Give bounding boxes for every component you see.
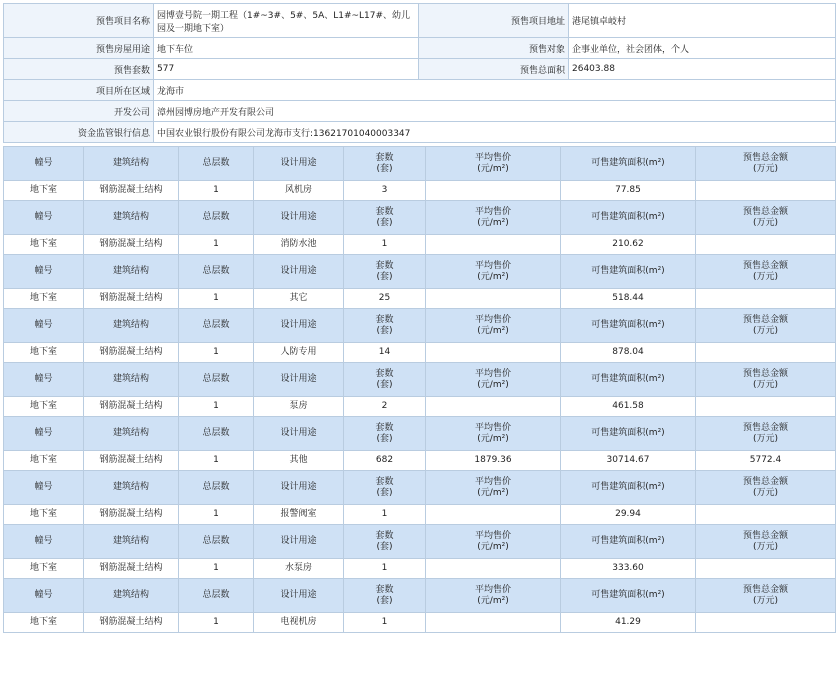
cell-structure: 钢筋混凝土结构 bbox=[84, 235, 179, 255]
header-amount-line2: (万元) bbox=[752, 595, 779, 606]
header-purpose: 设计用途 bbox=[254, 363, 344, 397]
header-price bbox=[426, 201, 561, 235]
header-area: 可售建筑面积(m²) bbox=[561, 147, 696, 181]
cell-floors: 1 bbox=[179, 235, 254, 255]
header-structure: 建筑结构 bbox=[84, 525, 179, 559]
cell-building: 地下室 bbox=[4, 613, 84, 633]
header-price bbox=[426, 147, 561, 181]
header-area: 可售建筑面积(m²) bbox=[561, 309, 696, 343]
table-row bbox=[4, 235, 836, 255]
cell-purpose: 人防专用 bbox=[254, 343, 344, 363]
project-name-label: 预售项目名称 bbox=[4, 4, 154, 38]
cell-floors: 1 bbox=[179, 289, 254, 309]
header-price-line2: (元/m²) bbox=[477, 487, 509, 498]
cell-building: 地下室 bbox=[4, 181, 84, 201]
header-price-line1: 平均售价 bbox=[474, 368, 511, 379]
cell-building: 地下室 bbox=[4, 451, 84, 471]
cell-building: 地下室 bbox=[4, 397, 84, 417]
info-row bbox=[4, 101, 836, 122]
header-floors: 总层数 bbox=[179, 255, 254, 289]
table-row bbox=[4, 289, 836, 309]
header-floors: 总层数 bbox=[179, 363, 254, 397]
cell-price bbox=[426, 235, 561, 255]
cell-structure: 钢筋混凝土结构 bbox=[84, 559, 179, 579]
header-area: 可售建筑面积(m²) bbox=[561, 579, 696, 613]
cell-structure: 钢筋混凝土结构 bbox=[84, 343, 179, 363]
header-units bbox=[344, 417, 426, 451]
header-price bbox=[426, 255, 561, 289]
header-area: 可售建筑面积(m²) bbox=[561, 363, 696, 397]
header-amount bbox=[696, 255, 836, 289]
cell-area: 461.58 bbox=[561, 397, 696, 417]
cell-units: 2 bbox=[344, 397, 426, 417]
table-header-row bbox=[4, 579, 836, 613]
header-floors: 总层数 bbox=[179, 525, 254, 559]
header-price-line1: 平均售价 bbox=[474, 476, 511, 487]
info-row bbox=[4, 59, 836, 80]
cell-price bbox=[426, 505, 561, 525]
cell-floors: 1 bbox=[179, 343, 254, 363]
cell-floors: 1 bbox=[179, 397, 254, 417]
cell-purpose: 其他 bbox=[254, 451, 344, 471]
header-units bbox=[344, 309, 426, 343]
cell-building: 地下室 bbox=[4, 343, 84, 363]
header-units-line2: (套) bbox=[376, 325, 393, 336]
header-structure: 建筑结构 bbox=[84, 363, 179, 397]
cell-units: 1 bbox=[344, 559, 426, 579]
units-label: 预售套数 bbox=[4, 59, 154, 80]
info-row bbox=[4, 4, 836, 38]
header-price-line1: 平均售价 bbox=[474, 530, 511, 541]
table-row bbox=[4, 559, 836, 579]
region-value: 龙海市 bbox=[154, 80, 836, 101]
total-area-value: 26403.88 bbox=[569, 59, 836, 80]
header-purpose: 设计用途 bbox=[254, 417, 344, 451]
cell-units: 25 bbox=[344, 289, 426, 309]
header-amount-line2: (万元) bbox=[752, 271, 779, 282]
header-price-line2: (元/m²) bbox=[477, 163, 509, 174]
header-units-line1: 套数 bbox=[375, 476, 394, 487]
header-building: 幢号 bbox=[4, 579, 84, 613]
header-building: 幢号 bbox=[4, 363, 84, 397]
header-units-line2: (套) bbox=[376, 433, 393, 444]
table-header-row bbox=[4, 201, 836, 235]
cell-units: 3 bbox=[344, 181, 426, 201]
cell-building: 地下室 bbox=[4, 289, 84, 309]
cell-floors: 1 bbox=[179, 613, 254, 633]
header-building: 幢号 bbox=[4, 471, 84, 505]
cell-amount bbox=[696, 505, 836, 525]
table-header-row bbox=[4, 471, 836, 505]
cell-floors: 1 bbox=[179, 181, 254, 201]
header-price bbox=[426, 309, 561, 343]
header-amount bbox=[696, 417, 836, 451]
cell-structure: 钢筋混凝土结构 bbox=[84, 397, 179, 417]
header-price-line1: 平均售价 bbox=[474, 422, 511, 433]
header-building: 幢号 bbox=[4, 417, 84, 451]
cell-price: 1879.36 bbox=[426, 451, 561, 471]
header-amount-line1: 预售总金额 bbox=[742, 476, 788, 487]
header-floors: 总层数 bbox=[179, 417, 254, 451]
header-units-line1: 套数 bbox=[375, 206, 394, 217]
header-purpose: 设计用途 bbox=[254, 471, 344, 505]
cell-area: 77.85 bbox=[561, 181, 696, 201]
cell-units: 682 bbox=[344, 451, 426, 471]
header-price bbox=[426, 471, 561, 505]
cell-building: 地下室 bbox=[4, 505, 84, 525]
header-amount-line1: 预售总金额 bbox=[742, 368, 788, 379]
header-units bbox=[344, 147, 426, 181]
cell-area: 29.94 bbox=[561, 505, 696, 525]
project-info-table bbox=[3, 3, 836, 143]
header-structure: 建筑结构 bbox=[84, 471, 179, 505]
cell-structure: 钢筋混凝土结构 bbox=[84, 289, 179, 309]
header-amount bbox=[696, 201, 836, 235]
table-header-row bbox=[4, 255, 836, 289]
header-floors: 总层数 bbox=[179, 147, 254, 181]
cell-purpose: 水泵房 bbox=[254, 559, 344, 579]
cell-amount bbox=[696, 397, 836, 417]
region-label: 项目所在区域 bbox=[4, 80, 154, 101]
header-amount bbox=[696, 363, 836, 397]
cell-structure: 钢筋混凝土结构 bbox=[84, 613, 179, 633]
header-price-line2: (元/m²) bbox=[477, 433, 509, 444]
header-units-line1: 套数 bbox=[375, 314, 394, 325]
cell-units: 1 bbox=[344, 613, 426, 633]
header-amount-line1: 预售总金额 bbox=[742, 206, 788, 217]
cell-purpose: 风机房 bbox=[254, 181, 344, 201]
table-row bbox=[4, 343, 836, 363]
project-name-value: 园博壹号院一期工程（1#~3#、5#、5A、L1#~L17#、幼儿园及一期地下室） bbox=[154, 4, 419, 38]
cell-purpose: 报警阀室 bbox=[254, 505, 344, 525]
header-building: 幢号 bbox=[4, 309, 84, 343]
target-label: 预售对象 bbox=[419, 38, 569, 59]
cell-structure: 钢筋混凝土结构 bbox=[84, 505, 179, 525]
header-amount-line1: 预售总金额 bbox=[742, 152, 788, 163]
cell-amount bbox=[696, 181, 836, 201]
header-price bbox=[426, 363, 561, 397]
header-floors: 总层数 bbox=[179, 201, 254, 235]
cell-purpose: 其它 bbox=[254, 289, 344, 309]
header-structure: 建筑结构 bbox=[84, 201, 179, 235]
cell-area: 41.29 bbox=[561, 613, 696, 633]
total-area-label: 预售总面积 bbox=[419, 59, 569, 80]
cell-amount: 5772.4 bbox=[696, 451, 836, 471]
header-amount-line2: (万元) bbox=[752, 163, 779, 174]
header-price-line2: (元/m²) bbox=[477, 595, 509, 606]
header-structure: 建筑结构 bbox=[84, 255, 179, 289]
table-row bbox=[4, 613, 836, 633]
header-units bbox=[344, 255, 426, 289]
header-units-line2: (套) bbox=[376, 487, 393, 498]
cell-amount bbox=[696, 613, 836, 633]
header-purpose: 设计用途 bbox=[254, 579, 344, 613]
table-row bbox=[4, 451, 836, 471]
header-units-line2: (套) bbox=[376, 379, 393, 390]
header-building: 幢号 bbox=[4, 255, 84, 289]
header-units bbox=[344, 363, 426, 397]
header-building: 幢号 bbox=[4, 201, 84, 235]
header-structure: 建筑结构 bbox=[84, 147, 179, 181]
cell-area: 518.44 bbox=[561, 289, 696, 309]
cell-units: 14 bbox=[344, 343, 426, 363]
header-units-line1: 套数 bbox=[375, 584, 394, 595]
cell-purpose: 消防水池 bbox=[254, 235, 344, 255]
bank-label: 资金监管银行信息 bbox=[4, 122, 154, 143]
cell-structure: 钢筋混凝土结构 bbox=[84, 181, 179, 201]
header-purpose: 设计用途 bbox=[254, 147, 344, 181]
header-price-line1: 平均售价 bbox=[474, 206, 511, 217]
header-purpose: 设计用途 bbox=[254, 525, 344, 559]
cell-amount bbox=[696, 289, 836, 309]
table-header-row bbox=[4, 363, 836, 397]
table-row bbox=[4, 505, 836, 525]
header-price-line1: 平均售价 bbox=[474, 260, 511, 271]
cell-floors: 1 bbox=[179, 451, 254, 471]
header-amount-line1: 预售总金额 bbox=[742, 530, 788, 541]
header-area: 可售建筑面积(m²) bbox=[561, 417, 696, 451]
info-row bbox=[4, 122, 836, 143]
cell-amount bbox=[696, 343, 836, 363]
header-price-line1: 平均售价 bbox=[474, 152, 511, 163]
cell-area: 878.04 bbox=[561, 343, 696, 363]
building-detail-table bbox=[3, 146, 836, 633]
header-amount-line2: (万元) bbox=[752, 217, 779, 228]
cell-amount bbox=[696, 559, 836, 579]
table-header-row bbox=[4, 147, 836, 181]
header-amount bbox=[696, 525, 836, 559]
presale-permit bbox=[3, 3, 835, 633]
header-amount-line2: (万元) bbox=[752, 379, 779, 390]
header-purpose: 设计用途 bbox=[254, 201, 344, 235]
header-amount-line1: 预售总金额 bbox=[742, 584, 788, 595]
info-row bbox=[4, 38, 836, 59]
header-amount-line1: 预售总金额 bbox=[742, 422, 788, 433]
cell-price bbox=[426, 343, 561, 363]
header-amount-line2: (万元) bbox=[752, 487, 779, 498]
header-units-line2: (套) bbox=[376, 541, 393, 552]
header-units-line1: 套数 bbox=[375, 530, 394, 541]
header-price-line2: (元/m²) bbox=[477, 541, 509, 552]
cell-price bbox=[426, 559, 561, 579]
table-row bbox=[4, 181, 836, 201]
header-purpose: 设计用途 bbox=[254, 309, 344, 343]
header-price-line2: (元/m²) bbox=[477, 379, 509, 390]
cell-structure: 钢筋混凝土结构 bbox=[84, 451, 179, 471]
header-units bbox=[344, 201, 426, 235]
header-amount bbox=[696, 579, 836, 613]
project-address-value: 港尾镇卓岐村 bbox=[569, 4, 836, 38]
cell-price bbox=[426, 181, 561, 201]
cell-price bbox=[426, 397, 561, 417]
header-price bbox=[426, 525, 561, 559]
header-floors: 总层数 bbox=[179, 579, 254, 613]
bank-value: 中国农业银行股份有限公司龙海市支行:13621701040003347 bbox=[154, 122, 836, 143]
header-price-line2: (元/m²) bbox=[477, 325, 509, 336]
header-amount bbox=[696, 471, 836, 505]
header-area: 可售建筑面积(m²) bbox=[561, 471, 696, 505]
cell-building: 地下室 bbox=[4, 559, 84, 579]
target-value: 企事业单位，社会团体，个人 bbox=[569, 38, 836, 59]
header-amount-line2: (万元) bbox=[752, 433, 779, 444]
table-header-row bbox=[4, 417, 836, 451]
project-address-label: 预售项目地址 bbox=[419, 4, 569, 38]
usage-label: 预售房屋用途 bbox=[4, 38, 154, 59]
cell-units: 1 bbox=[344, 235, 426, 255]
header-price bbox=[426, 417, 561, 451]
header-area: 可售建筑面积(m²) bbox=[561, 525, 696, 559]
header-area: 可售建筑面积(m²) bbox=[561, 255, 696, 289]
header-price-line2: (元/m²) bbox=[477, 271, 509, 282]
cell-purpose: 电视机房 bbox=[254, 613, 344, 633]
header-units bbox=[344, 525, 426, 559]
header-price-line2: (元/m²) bbox=[477, 217, 509, 228]
developer-label: 开发公司 bbox=[4, 101, 154, 122]
cell-area: 333.60 bbox=[561, 559, 696, 579]
header-building: 幢号 bbox=[4, 147, 84, 181]
table-row bbox=[4, 397, 836, 417]
usage-value: 地下车位 bbox=[154, 38, 419, 59]
cell-price bbox=[426, 613, 561, 633]
info-row bbox=[4, 80, 836, 101]
cell-price bbox=[426, 289, 561, 309]
header-units bbox=[344, 579, 426, 613]
header-amount-line1: 预售总金额 bbox=[742, 260, 788, 271]
header-units-line2: (套) bbox=[376, 217, 393, 228]
developer-value: 漳州园博房地产开发有限公司 bbox=[154, 101, 836, 122]
cell-units: 1 bbox=[344, 505, 426, 525]
header-units-line2: (套) bbox=[376, 163, 393, 174]
header-units bbox=[344, 471, 426, 505]
cell-amount bbox=[696, 235, 836, 255]
header-units-line2: (套) bbox=[376, 271, 393, 282]
header-structure: 建筑结构 bbox=[84, 309, 179, 343]
header-purpose: 设计用途 bbox=[254, 255, 344, 289]
header-units-line1: 套数 bbox=[375, 422, 394, 433]
header-building: 幢号 bbox=[4, 525, 84, 559]
header-structure: 建筑结构 bbox=[84, 417, 179, 451]
header-units-line1: 套数 bbox=[375, 260, 394, 271]
header-amount bbox=[696, 147, 836, 181]
header-floors: 总层数 bbox=[179, 471, 254, 505]
header-units-line1: 套数 bbox=[375, 368, 394, 379]
header-structure: 建筑结构 bbox=[84, 579, 179, 613]
table-header-row bbox=[4, 525, 836, 559]
header-price-line1: 平均售价 bbox=[474, 314, 511, 325]
cell-floors: 1 bbox=[179, 505, 254, 525]
header-floors: 总层数 bbox=[179, 309, 254, 343]
header-amount-line1: 预售总金额 bbox=[742, 314, 788, 325]
header-amount-line2: (万元) bbox=[752, 325, 779, 336]
header-price bbox=[426, 579, 561, 613]
cell-area: 30714.67 bbox=[561, 451, 696, 471]
header-units-line2: (套) bbox=[376, 595, 393, 606]
header-price-line1: 平均售价 bbox=[474, 584, 511, 595]
cell-purpose: 泵房 bbox=[254, 397, 344, 417]
cell-area: 210.62 bbox=[561, 235, 696, 255]
units-value: 577 bbox=[154, 59, 419, 80]
cell-building: 地下室 bbox=[4, 235, 84, 255]
header-amount bbox=[696, 309, 836, 343]
table-header-row bbox=[4, 309, 836, 343]
cell-floors: 1 bbox=[179, 559, 254, 579]
header-units-line1: 套数 bbox=[375, 152, 394, 163]
header-amount-line2: (万元) bbox=[752, 541, 779, 552]
header-area: 可售建筑面积(m²) bbox=[561, 201, 696, 235]
